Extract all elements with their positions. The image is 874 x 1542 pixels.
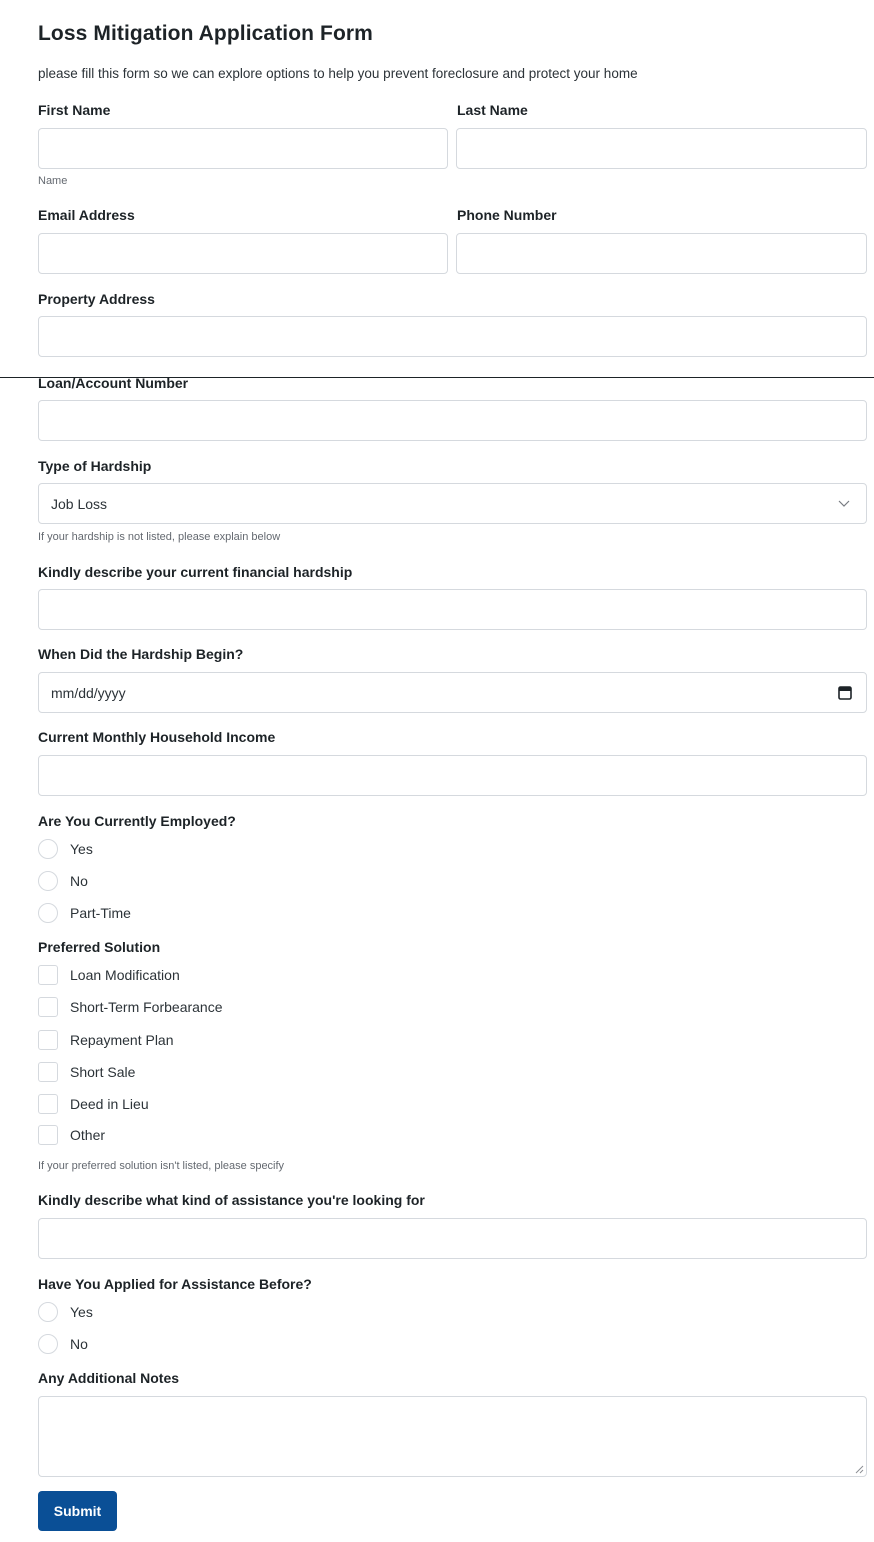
hardship-type-select[interactable] [38,483,867,524]
hardship-type-value: Job Loss [51,495,108,512]
option-label: Loan Modification [70,967,180,983]
applied-before-option-yes[interactable] [38,1301,93,1323]
solution-option-other[interactable] [38,1124,105,1146]
last-name-label: Last Name [457,102,528,118]
radio-button[interactable] [38,839,58,859]
applied-before-label: Have You Applied for Assistance Before? [38,1276,312,1292]
loan-number-label: Loan/Account Number [38,375,189,391]
income-input[interactable] [38,755,867,796]
assistance-describe-label: Kindly describe what kind of assistance you're looking for [38,1192,425,1208]
hardship-begin-label: When Did the Hardship Begin? [38,646,244,662]
checkbox[interactable] [38,1125,58,1145]
solution-option-short-sale[interactable] [38,1061,135,1083]
loan-number-input[interactable] [38,400,867,441]
hardship-describe-label: Kindly describe your current financial hardship [38,564,353,580]
hardship-begin-date-input[interactable] [38,672,867,713]
assistance-describe-input[interactable] [38,1218,867,1259]
option-label: Deed in Lieu [70,1096,149,1112]
option-label: Short Sale [70,1064,136,1080]
checkbox[interactable] [38,1062,58,1082]
phone-label: Phone Number [457,207,557,223]
hardship-type-label: Type of Hardship [38,458,152,474]
email-label: Email Address [38,207,135,223]
solution-option-loan-modification[interactable] [38,964,180,986]
form-subtitle: please fill this form so we can explore options to help you prevent foreclosure and protect your home [38,66,638,81]
email-input[interactable] [38,233,448,274]
solution-option-deed-in-lieu[interactable] [38,1093,149,1115]
first-name-input[interactable] [38,128,448,169]
radio-button[interactable] [38,903,58,923]
solution-hint: If your preferred solution isn't listed, please specify [38,1160,285,1172]
employed-option-part-time[interactable] [38,902,131,924]
date-placeholder: mm/dd/yyyy [51,684,126,701]
radio-button[interactable] [38,871,58,891]
employed-label: Are You Currently Employed? [38,813,236,829]
income-label: Current Monthly Household Income [38,729,276,745]
employed-option-yes[interactable] [38,838,93,860]
applied-before-option-no[interactable] [38,1333,88,1355]
checkbox[interactable] [38,965,58,985]
first-name-label: First Name [38,102,111,118]
property-address-input[interactable] [38,316,867,357]
hardship-describe-input[interactable] [38,589,867,630]
phone-input[interactable] [456,233,867,274]
option-label: Part-Time [70,905,131,921]
last-name-input[interactable] [456,128,867,169]
submit-button[interactable]: Submit [38,1491,117,1531]
property-address-label: Property Address [38,291,155,307]
hardship-hint: If your hardship is not listed, please explain below [38,531,281,543]
checkbox[interactable] [38,997,58,1017]
option-label: No [70,1336,88,1352]
chevron-down-icon [838,497,850,509]
radio-button[interactable] [38,1334,58,1354]
option-label: Short-Term Forbearance [70,999,223,1015]
calendar-icon[interactable] [838,685,852,700]
resize-handle-icon[interactable] [855,1465,864,1474]
solution-label: Preferred Solution [38,939,161,955]
notes-label: Any Additional Notes [38,1370,180,1386]
option-label: Other [70,1127,106,1143]
name-hint: Name [38,175,68,187]
checkbox[interactable] [38,1030,58,1050]
notes-textarea[interactable] [38,1396,867,1477]
solution-option-repayment-plan[interactable] [38,1029,174,1051]
employed-option-no[interactable] [38,870,88,892]
checkbox[interactable] [38,1094,58,1114]
option-label: No [70,873,88,889]
option-label: Yes [70,1304,93,1320]
option-label: Repayment Plan [70,1032,174,1048]
solution-option-short-term-forbearance[interactable] [38,996,223,1018]
radio-button[interactable] [38,1302,58,1322]
option-label: Yes [70,841,93,857]
form-title: Loss Mitigation Application Form [38,22,373,45]
